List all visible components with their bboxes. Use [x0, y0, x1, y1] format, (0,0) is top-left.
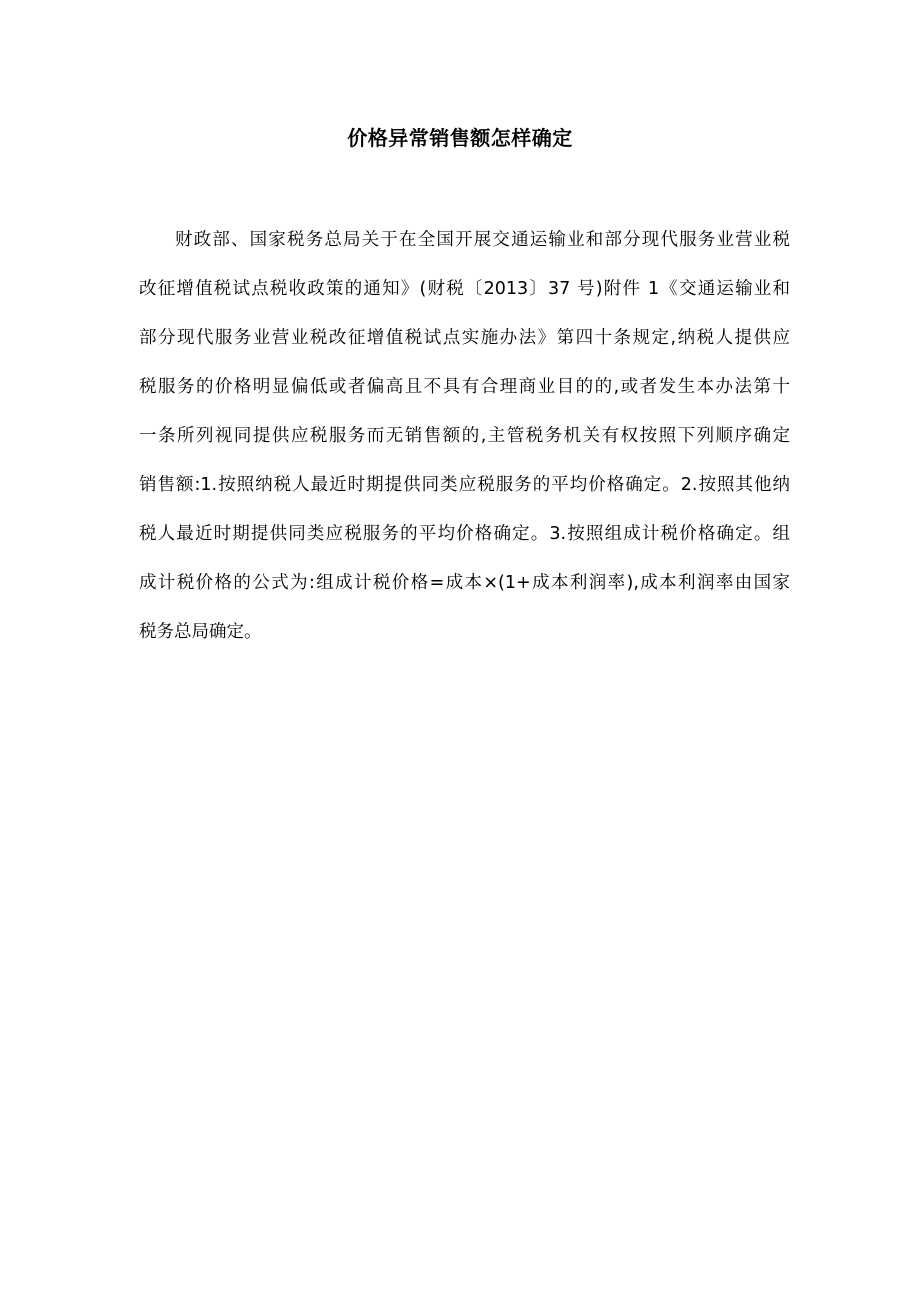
paragraph-line: 部分现代服务业营业税改征增值税试点实施办法》第四十条规定,纳税人提供应 [139, 328, 790, 348]
document-body [139, 216, 790, 657]
paragraph-line: 销售额:1.按照纳税人最近时期提供同类应税服务的平均价格确定。2.按照其他纳 [139, 475, 790, 495]
paragraph-line: 税人最近时期提供同类应税服务的平均价格确定。3.按照组成计税价格确定。组 [139, 524, 790, 544]
paragraph-line: 税务总局确定。 [139, 622, 262, 642]
paragraph-line: 税服务的价格明显偏低或者偏高且不具有合理商业目的的,或者发生本办法第十 [139, 377, 790, 397]
paragraph-line: 改征增值税试点税收政策的通知》(财税〔2013〕37 号)附件 1《交通运输业和 [139, 279, 790, 299]
paragraph-line: 成计税价格的公式为:组成计税价格=成本×(1+成本利润率),成本利润率由国家 [139, 573, 790, 593]
document-title: 价格异常销售额怎样确定 [347, 126, 573, 150]
paragraph-line: 财政部、国家税务总局关于在全国开展交通运输业和部分现代服务业营业税 [175, 230, 790, 250]
paragraph-line: 一条所列视同提供应税服务而无销售额的,主管税务机关有权按照下列顺序确定 [139, 426, 790, 446]
